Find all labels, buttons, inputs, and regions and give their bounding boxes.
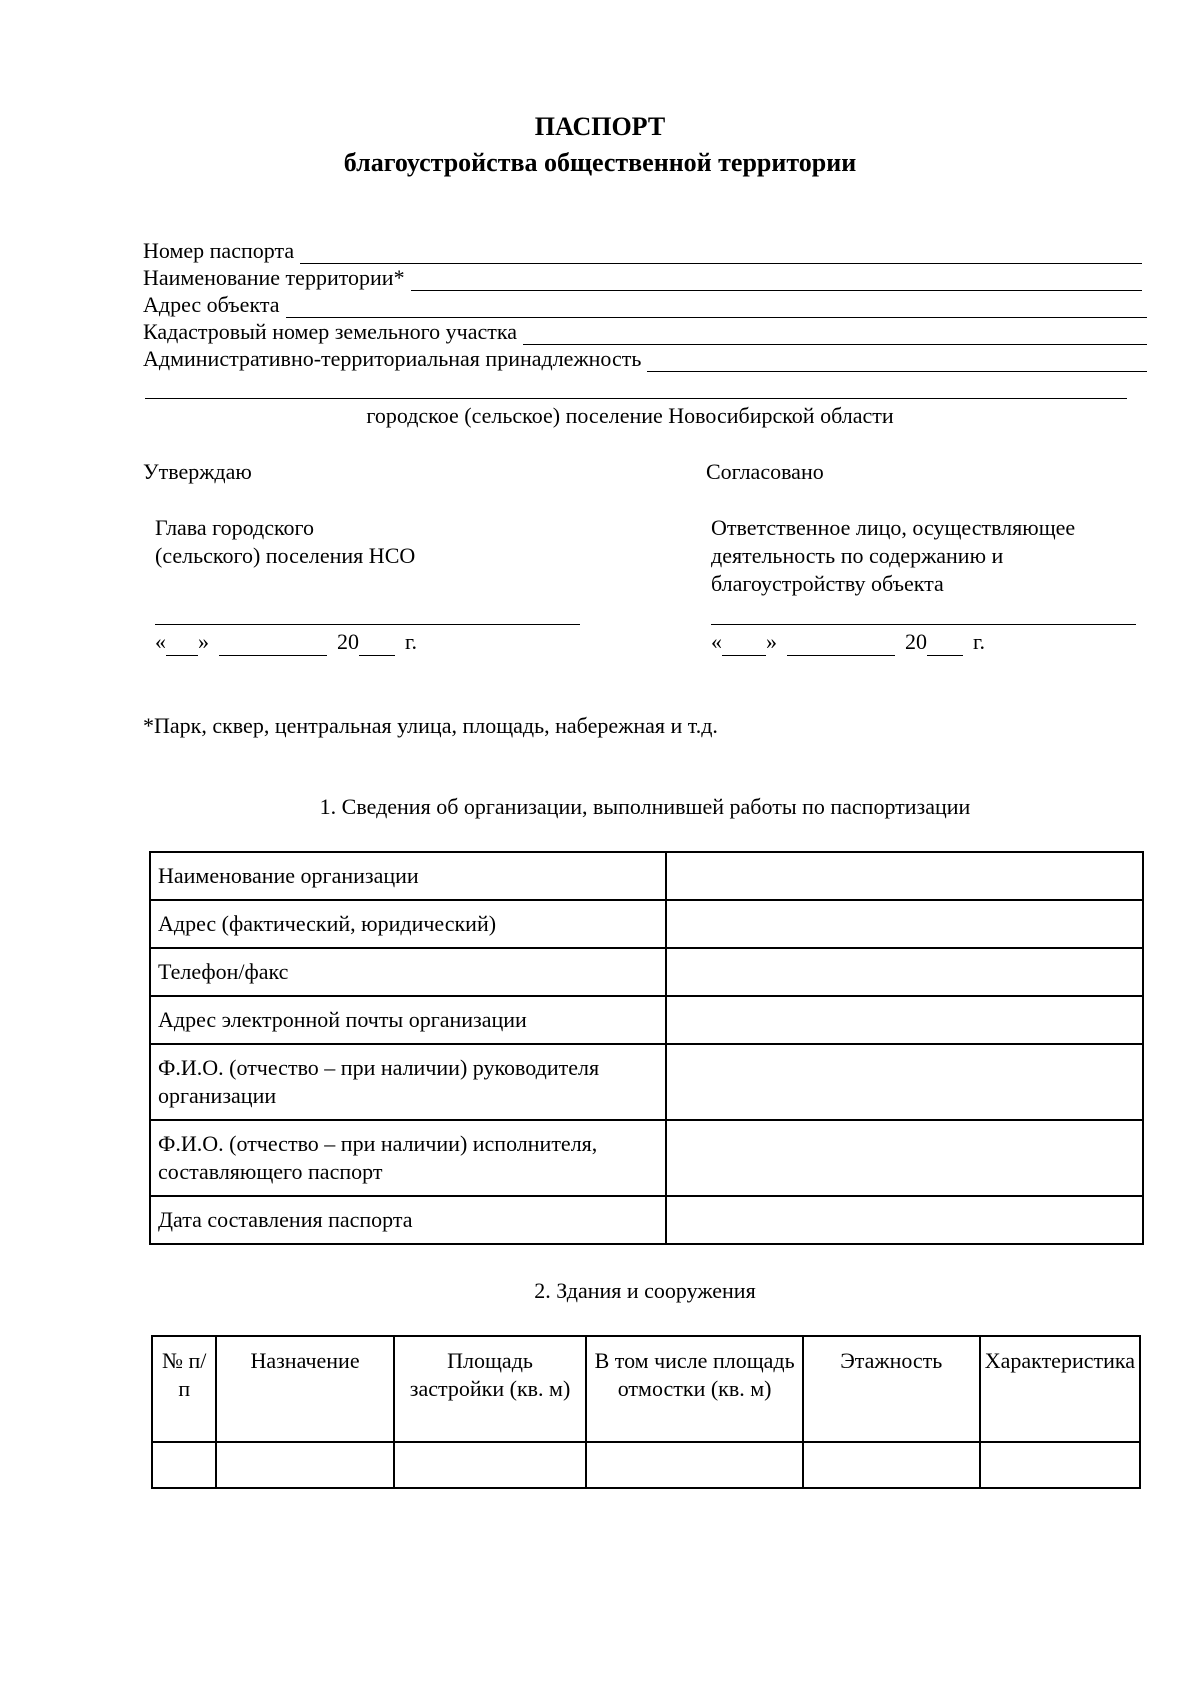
table-cell-label: Ф.И.О. (отчество – при наличии) руководителя организации <box>150 1044 666 1120</box>
column-header-floors: Этажность <box>803 1336 980 1442</box>
date-day-field[interactable] <box>722 633 766 656</box>
table-row <box>150 852 1143 900</box>
field-line-passport-number[interactable] <box>300 242 1142 264</box>
date-close-quote: » <box>198 629 209 654</box>
table-row <box>150 1196 1143 1244</box>
column-header-purpose: Назначение <box>216 1336 393 1442</box>
field-line-administrative-affiliation[interactable] <box>647 350 1147 372</box>
table-cell-value[interactable] <box>666 1120 1143 1196</box>
settlement-caption: городское (сельское) поселение Новосибирской области <box>366 403 894 428</box>
table-cell[interactable] <box>586 1442 802 1488</box>
table-header-row <box>152 1336 1140 1442</box>
table-cell[interactable] <box>803 1442 980 1488</box>
date-open-quote: « <box>155 629 166 654</box>
table-cell[interactable] <box>216 1442 393 1488</box>
column-header-blind-area: В том числе площадь отмостки (кв. м) <box>586 1336 802 1442</box>
table-row <box>150 996 1143 1044</box>
document-subtitle: благоустройства общественной территории <box>343 148 857 177</box>
date-year-suffix: г. <box>973 629 986 654</box>
table-cell-value[interactable] <box>666 1196 1143 1244</box>
buildings-table <box>151 1335 1141 1489</box>
table-cell-label: Адрес (фактический, юридический) <box>150 900 666 948</box>
responsible-date <box>711 628 985 656</box>
field-line-cadastral-number[interactable] <box>523 323 1147 345</box>
table-cell-label: Адрес электронной почты организации <box>150 996 666 1044</box>
field-label: Кадастровый номер земельного участка <box>143 319 517 344</box>
date-year-field[interactable] <box>359 633 395 656</box>
date-day-field[interactable] <box>166 633 198 656</box>
field-territory-name <box>143 265 1142 291</box>
table-cell-value[interactable] <box>666 852 1143 900</box>
date-year-suffix: г. <box>405 629 418 654</box>
field-label: Наименование территории* <box>143 265 405 290</box>
table-row <box>150 1120 1143 1196</box>
column-header-number: № п/п <box>152 1336 216 1442</box>
agreed-heading: Согласовано <box>706 459 824 484</box>
table-cell-value[interactable] <box>666 900 1143 948</box>
field-label: Адрес объекта <box>143 292 280 317</box>
section1-heading: 1. Сведения об организации, выполнившей работы по паспортизации <box>319 794 971 819</box>
date-year-field[interactable] <box>927 633 963 656</box>
field-passport-number <box>143 238 1142 264</box>
approve-heading: Утверждаю <box>143 459 252 484</box>
table-cell[interactable] <box>394 1442 587 1488</box>
field-line-territory-name[interactable] <box>411 269 1142 291</box>
table-row <box>150 900 1143 948</box>
table-row <box>150 1044 1143 1120</box>
table-cell[interactable] <box>980 1442 1140 1488</box>
field-cadastral-number <box>143 319 1147 345</box>
responsible-role-line3: благоустройству объекта <box>711 571 944 596</box>
date-month-field[interactable] <box>219 633 327 656</box>
table-cell-value[interactable] <box>666 948 1143 996</box>
table-row <box>152 1442 1140 1488</box>
field-object-address <box>143 292 1147 318</box>
date-year-prefix: 20 <box>905 629 927 654</box>
table-cell[interactable] <box>152 1442 216 1488</box>
settlement-line[interactable] <box>145 398 1127 399</box>
table-cell-value[interactable] <box>666 1044 1143 1120</box>
field-line-object-address[interactable] <box>286 296 1148 318</box>
date-open-quote: « <box>711 629 722 654</box>
table-row <box>150 948 1143 996</box>
table-cell-label: Наименование организации <box>150 852 666 900</box>
date-close-quote: » <box>766 629 777 654</box>
table-cell-label: Дата составления паспорта <box>150 1196 666 1244</box>
column-header-characteristics: Характеристика <box>980 1336 1140 1442</box>
approver-date <box>155 628 417 656</box>
table-cell-label: Ф.И.О. (отчество – при наличии) исполнителя, составляющего паспорт <box>150 1120 666 1196</box>
responsible-signature-line[interactable] <box>711 624 1136 625</box>
approver-role-line2: (сельского) поселения НСО <box>155 543 416 568</box>
table-cell-label: Телефон/факс <box>150 948 666 996</box>
responsible-role-line2: деятельность по содержанию и <box>711 543 1004 568</box>
field-administrative-affiliation <box>143 346 1147 372</box>
document-title: ПАСПОРТ <box>534 112 666 141</box>
column-header-built-area: Площадь застройки (кв. м) <box>394 1336 587 1442</box>
date-month-field[interactable] <box>787 633 895 656</box>
responsible-role-line1: Ответственное лицо, осуществляющее <box>711 515 1076 540</box>
approver-role-line1: Глава городского <box>155 515 315 540</box>
date-year-prefix: 20 <box>337 629 359 654</box>
section2-heading: 2. Здания и сооружения <box>534 1278 756 1303</box>
table-cell-value[interactable] <box>666 996 1143 1044</box>
approver-signature-line[interactable] <box>155 624 580 625</box>
organization-table <box>149 851 1144 1245</box>
field-label: Административно-территориальная принадлежность <box>143 346 642 371</box>
field-label: Номер паспорта <box>143 238 295 263</box>
footnote: *Парк, сквер, центральная улица, площадь, набережная и т.д. <box>143 713 718 738</box>
